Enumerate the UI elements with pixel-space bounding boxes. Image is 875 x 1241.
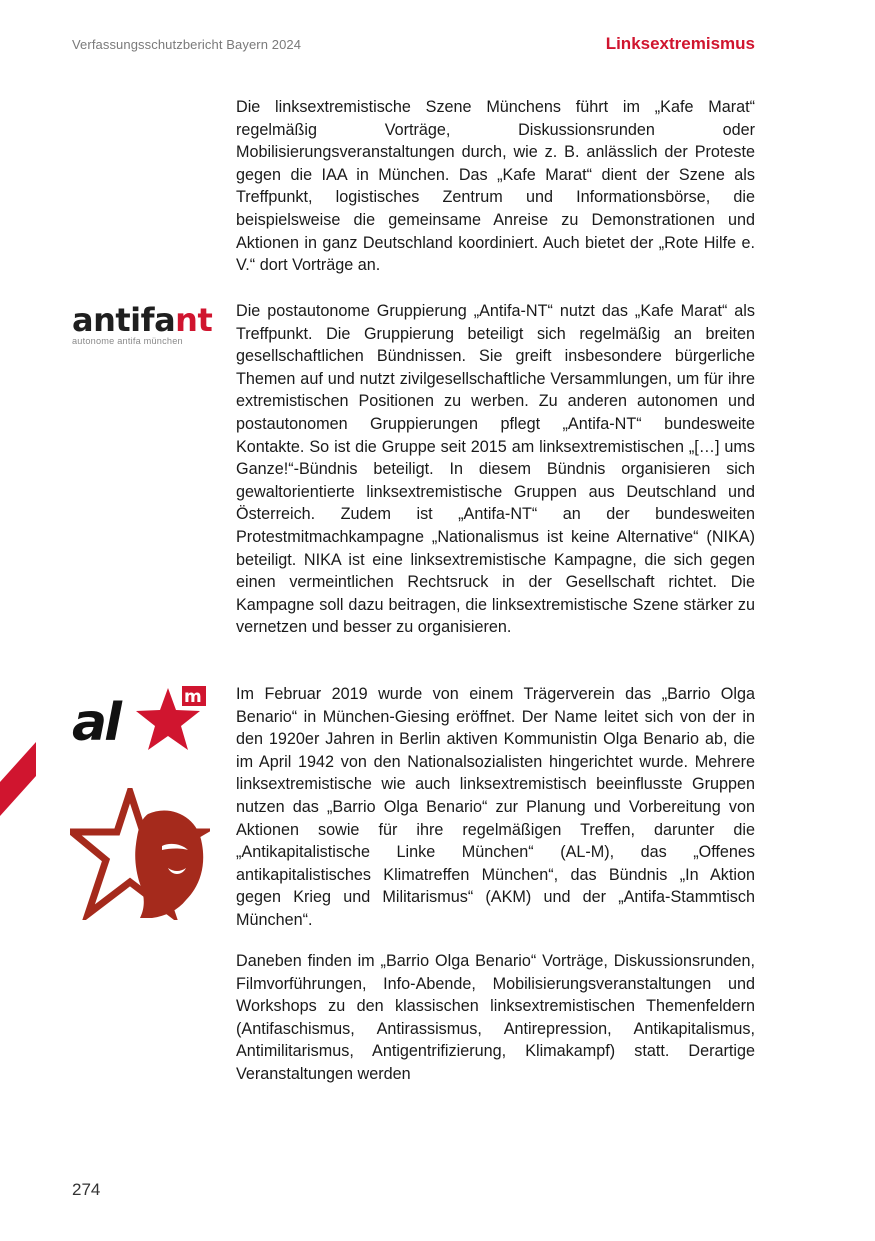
paragraph-antifa-nt: Die postautonome Gruppierung „Antifa-NT“ nutzt das „Kafe Marat“ als Treffpunkt. Die Gruppierung beteiligt sich regelmäßig an breiten gesellschaftlichen Bündnissen. Sie greift insbesondere bürgerliche Themen auf und nutzt zivilgesellschaftliche Versammlungen, um für ihre extremistischen Positionen zu werben. Zu anderen autonomen und postautonomen Gruppierungen pflegt „Antifa-NT“ bundesweite Kontakte. So ist die Gruppe seit 2015 am linksextremistischen „[…] ums Ganze!“-Bündnis beteiligt. In diesem Bündnis organisieren sich gewaltorientierte linksextremistische Gruppen aus Deutschland und Österreich. Zudem ist „Antifa-NT“ an der bundesweiten Protestmitmachkampagne „Nationalismus ist keine Alternative“ (NIKA) beteiligt. NIKA ist eine linksextremistische Kampagne, die sich gegen einen vermeintlichen Rechtsruck in der Gesellschaft richtet. Die Kampagne soll dazu beitragen, die linksextremistische Szene stärker zu vernetzen und besser zu organisieren. [236,302,755,637]
al-m-corner-letter: m [184,687,202,707]
antifa-nt-wordmark-accent: nt [175,301,213,339]
paragraph-veranstaltungen: Daneben finden im „Barrio Olga Benario“ Vorträge, Diskussionsrunden, Filmvorführungen, Info-Abende, Mobilisierungsveranstaltungen und Workshops zu den klassischen linksextremistischen Themenfeldern (Antifaschismus, Antirassismus, Antirepression, Antikapitalismus, Antimilitarismus, Antigentrifizierung, Klimakampf) statt. Derartige Veranstaltungen werden [236,952,755,1083]
publication-title: Verfassungsschutzbericht Bayern 2024 [72,37,302,52]
paragraph-barrio-olga-benario: Im Februar 2019 wurde von einem Trägerverein das „Barrio Olga Benario“ in München-Giesing eröffnet. Der Name leitet sich von der in den 1920er Jahren in Berlin aktiven Kommunistin Olga Benario ab, die im April 1942 von den Nationalsozialisten hingerichtet wurde. Mehrere linksextremistische wie auch linksextremistisch beeinflusste Gruppen nutzen das „Barrio Olga Benario“ zur Planung und Vorbereitung von Aktionen sowie für ihre regelmäßigen Treffen, darunter die „Antikapitalistische Linke München“ (AL-M), das „Offenes antikapitalistisches Klimatreffen München“, das Bündnis „In Aktion gegen Krieg und Militarismus“ (AKM) und der „Antifa-Stammtisch München“. [236,685,755,929]
al-m-logo [70,684,210,764]
page-number: 274 [72,1180,101,1199]
antifa-nt-wordmark [72,302,212,338]
antifa-nt-wordmark-main: antifa [72,301,176,339]
antifa-nt-subtitle: autonome antifa münchen [72,336,183,346]
chapter-title: Linksextremismus [605,34,755,53]
paragraph-kafe-marat: Die linksextremistische Szene Münchens führt im „Kafe Marat“ regelmäßig Vorträge, Diskussionsrunden oder Mobilisierungsveranstaltungen durch, wie z. B. anlässlich der Proteste gegen die IAA in München. Das „Kafe Marat“ dient der Szene als Treffpunkt, logistisches Zentrum und Informationsbörse, die beispielsweise die gemeinsame Anreise zu Demonstrationen und Aktionen in ganz Deutschland koordiniert. Auch bietet der „Rote Hilfe e. V.“ dort Vorträge an. [236,98,755,275]
portrait-silhouette [135,811,203,918]
antifa-nt-logo [72,302,212,346]
al-m-letters: al [72,693,119,753]
star-portrait-icon [70,788,210,920]
section-edge-marker [0,742,36,816]
